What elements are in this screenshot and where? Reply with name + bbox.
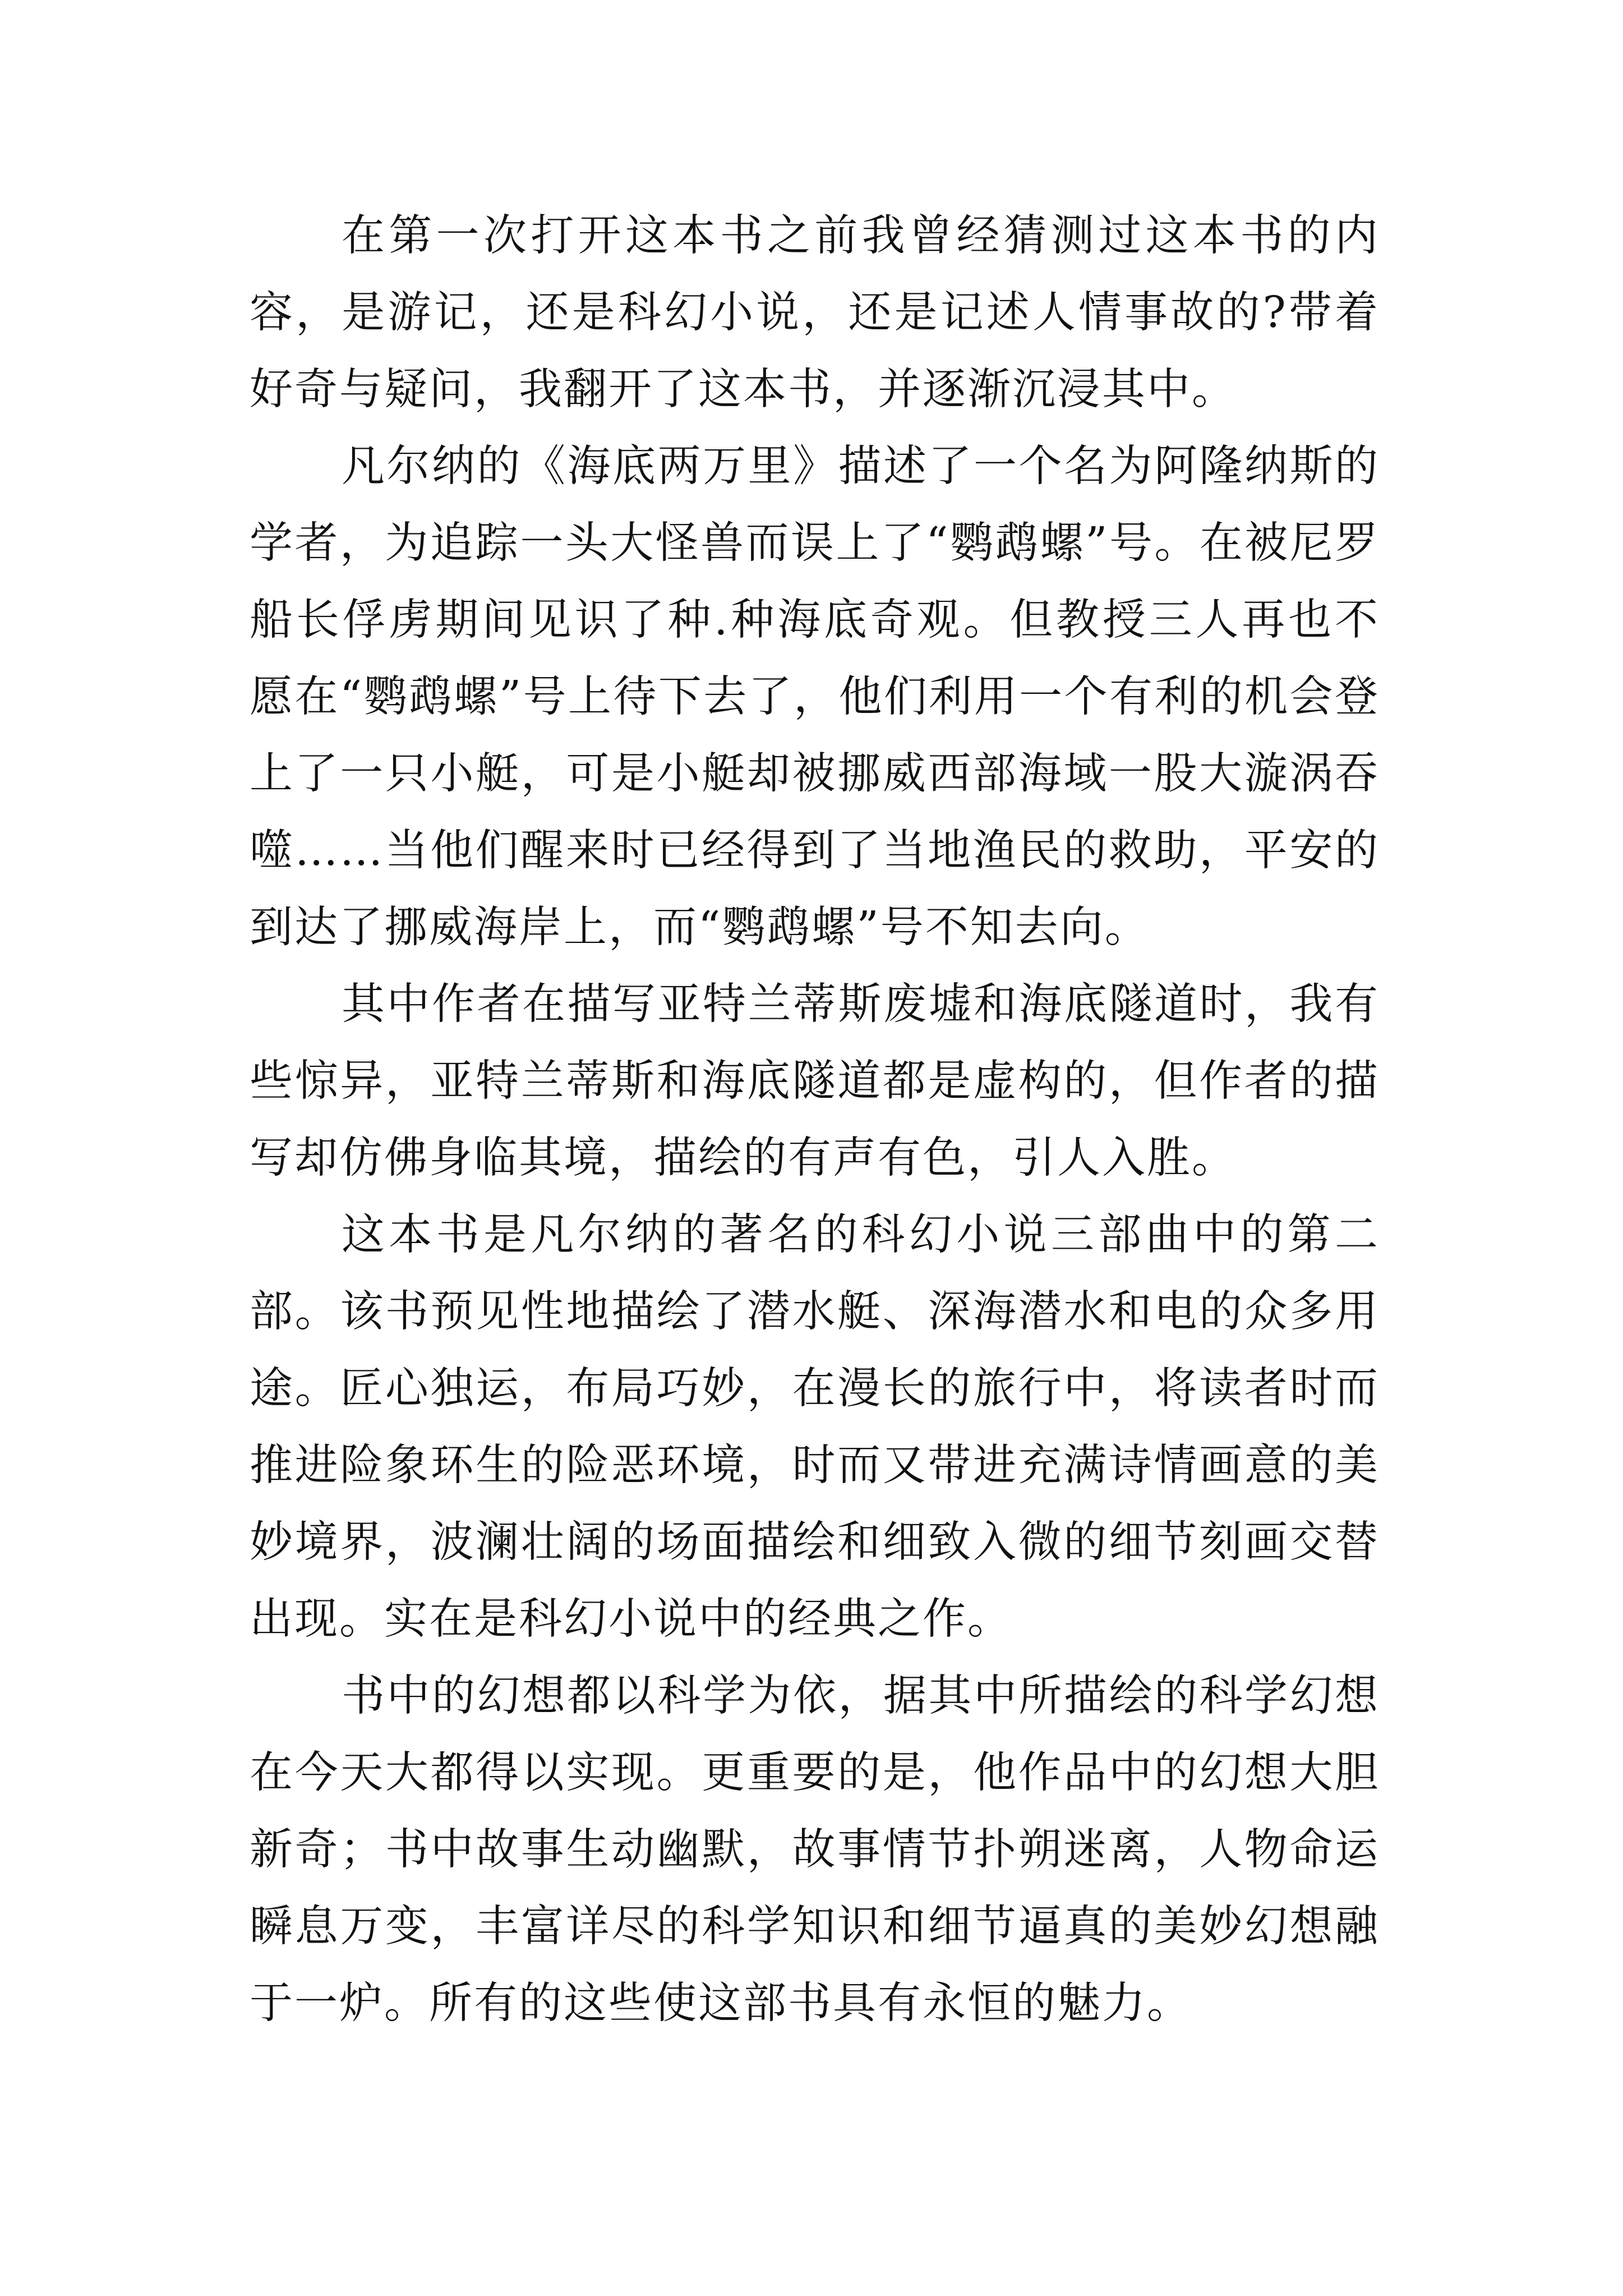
paragraph-1: 在第一次打开这本书之前我曾经猜测过这本书的内容，是游记，还是科幻小说，还是记述人情事故的?带着好奇与疑问，我翻开了这本书，并逐渐沉浸其中。 bbox=[250, 211, 1380, 415]
paragraph-4: 这本书是凡尔纳的著名的科幻小说三部曲中的第二部。该书预见性地描绘了潜水艇、深海潜水和电的众多用途。匠心独运，布局巧妙，在漫长的旅行中，将读者时而推进险象环生的险恶环境，时而又带进充满诗情画意的美妙境界，波澜壮阔的场面描绘和细致入微的细节刻画交替出现。实在是科幻小说中的经典之作。 bbox=[250, 1210, 1380, 1644]
paragraph-3: 其中作者在描写亚特兰蒂斯废墟和海底隧道时，我有些惊异，亚特兰蒂斯和海底隧道都是虚构的，但作者的描写却仿佛身临其境，描绘的有声有色，引人入胜。 bbox=[250, 979, 1380, 1183]
paragraph-2: 凡尔纳的《海底两万里》描述了一个名为阿隆纳斯的学者，为追踪一头大怪兽而误上了“鹦鹉螺”号。在被尼罗船长俘虏期间见识了种.种海底奇观。但教授三人再也不愿在“鹦鹉螺”号上待下去了，他们利用一个有利的机会登上了一只小艇，可是小艇却被挪威西部海域一股大漩涡吞噬……当他们醒来时已经得到了当地渔民的救助，平安的到达了挪威海岸上，而“鹦鹉螺”号不知去向。 bbox=[250, 441, 1380, 953]
paragraph-5: 书中的幻想都以科学为依，据其中所描绘的科学幻想在今天大都得以实现。更重要的是，他作品中的幻想大胆新奇；书中故事生动幽默，故事情节扑朔迷离，人物命运瞬息万变，丰富详尽的科学知识和细节逼真的美妙幻想融于一炉。所有的这些使这部书具有永恒的魅力。 bbox=[250, 1671, 1380, 2028]
document-page bbox=[250, 197, 1380, 2042]
